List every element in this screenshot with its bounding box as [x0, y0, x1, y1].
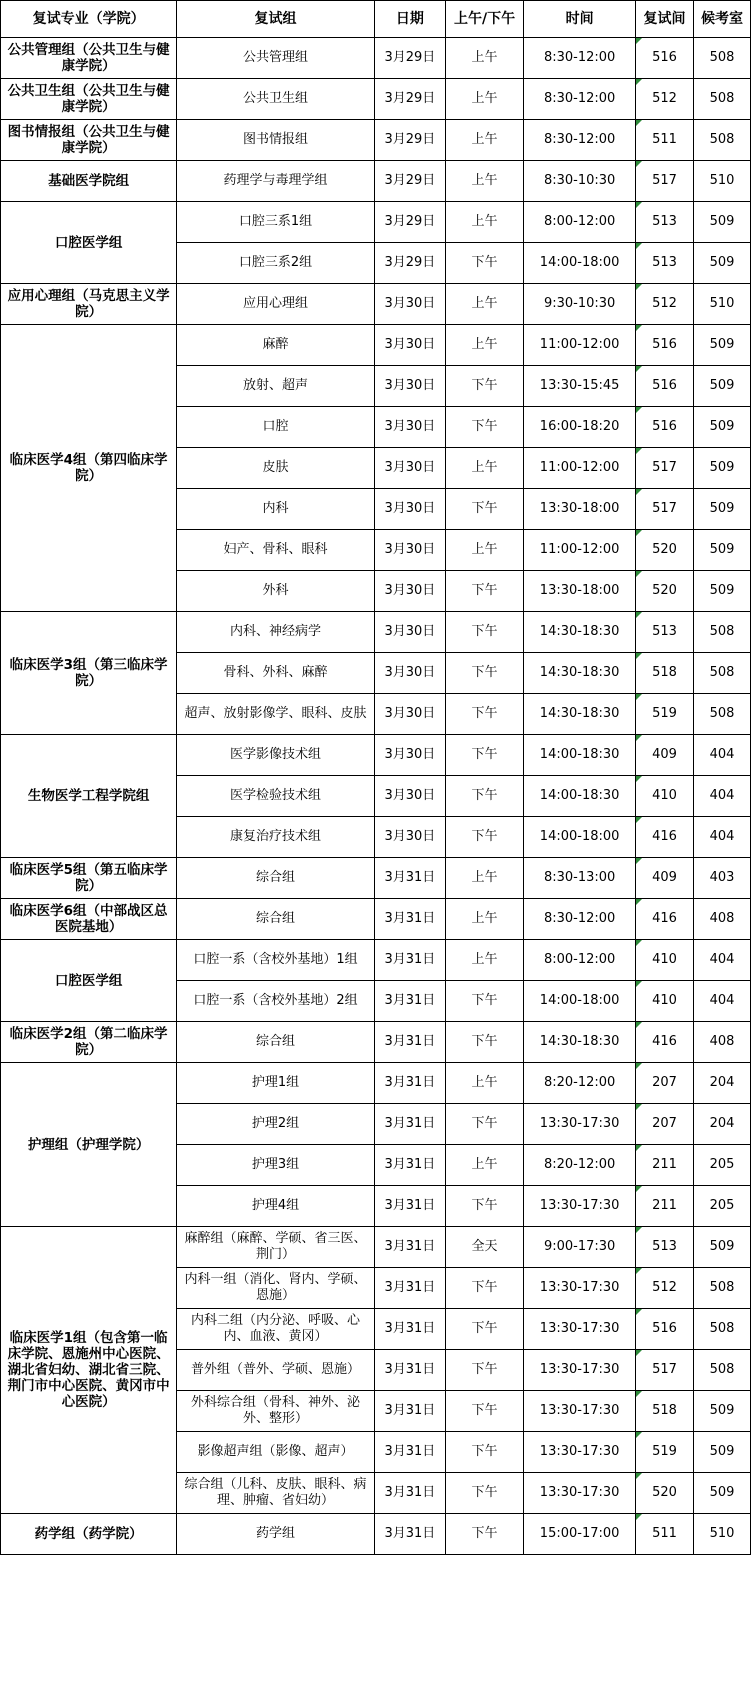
room-cell: 512: [635, 79, 693, 120]
ampm-cell: 上午: [445, 448, 523, 489]
ampm-cell: 上午: [445, 940, 523, 981]
waiting-room-cell: 508: [694, 612, 751, 653]
date-cell: 3月31日: [374, 1473, 445, 1514]
major-cell: 公共管理组（公共卫生与健康学院）: [1, 38, 177, 79]
waiting-room-cell: 509: [694, 571, 751, 612]
major-cell: 临床医学5组（第五临床学院）: [1, 858, 177, 899]
table-row: [1, 120, 751, 161]
waiting-room-cell: 508: [694, 653, 751, 694]
major-cell: 口腔医学组: [1, 202, 177, 284]
date-cell: 3月30日: [374, 776, 445, 817]
group-cell: 放射、超声: [177, 366, 375, 407]
group-cell: 妇产、骨科、眼科: [177, 530, 375, 571]
date-cell: 3月29日: [374, 243, 445, 284]
ampm-cell: 上午: [445, 284, 523, 325]
time-cell: 14:30-18:30: [524, 653, 636, 694]
group-cell: 康复治疗技术组: [177, 817, 375, 858]
room-cell: 517: [635, 448, 693, 489]
ampm-cell: 下午: [445, 1309, 523, 1350]
waiting-room-cell: 508: [694, 1268, 751, 1309]
table-row: [1, 161, 751, 202]
waiting-room-cell: 508: [694, 694, 751, 735]
group-cell: 护理4组: [177, 1186, 375, 1227]
group-cell: 综合组（儿科、皮肤、眼科、病理、肿瘤、省妇幼）: [177, 1473, 375, 1514]
major-cell: 临床医学2组（第二临床学院）: [1, 1022, 177, 1063]
group-cell: 医学影像技术组: [177, 735, 375, 776]
group-cell: 护理2组: [177, 1104, 375, 1145]
group-cell: 口腔一系（含校外基地）1组: [177, 940, 375, 981]
date-cell: 3月30日: [374, 817, 445, 858]
header-waiting-room: 候考室: [694, 1, 751, 38]
ampm-cell: 上午: [445, 1063, 523, 1104]
room-cell: 416: [635, 817, 693, 858]
group-cell: 口腔三系1组: [177, 202, 375, 243]
ampm-cell: 上午: [445, 325, 523, 366]
ampm-cell: 下午: [445, 1473, 523, 1514]
ampm-cell: 上午: [445, 38, 523, 79]
ampm-cell: 下午: [445, 1391, 523, 1432]
room-cell: 410: [635, 776, 693, 817]
ampm-cell: 上午: [445, 202, 523, 243]
room-cell: 511: [635, 1514, 693, 1555]
major-cell: 临床医学3组（第三临床学院）: [1, 612, 177, 735]
waiting-room-cell: 508: [694, 79, 751, 120]
waiting-room-cell: 509: [694, 1473, 751, 1514]
ampm-cell: 上午: [445, 899, 523, 940]
date-cell: 3月30日: [374, 325, 445, 366]
date-cell: 3月30日: [374, 284, 445, 325]
date-cell: 3月30日: [374, 571, 445, 612]
room-cell: 516: [635, 407, 693, 448]
date-cell: 3月31日: [374, 1268, 445, 1309]
room-cell: 513: [635, 612, 693, 653]
ampm-cell: 下午: [445, 366, 523, 407]
table-row: [1, 202, 751, 243]
date-cell: 3月30日: [374, 735, 445, 776]
date-cell: 3月29日: [374, 79, 445, 120]
date-cell: 3月31日: [374, 981, 445, 1022]
waiting-room-cell: 404: [694, 776, 751, 817]
ampm-cell: 下午: [445, 817, 523, 858]
room-cell: 516: [635, 366, 693, 407]
group-cell: 护理3组: [177, 1145, 375, 1186]
waiting-room-cell: 510: [694, 1514, 751, 1555]
waiting-room-cell: 509: [694, 366, 751, 407]
time-cell: 13:30-17:30: [524, 1391, 636, 1432]
waiting-room-cell: 205: [694, 1145, 751, 1186]
time-cell: 14:30-18:30: [524, 694, 636, 735]
waiting-room-cell: 408: [694, 1022, 751, 1063]
date-cell: 3月31日: [374, 1350, 445, 1391]
waiting-room-cell: 509: [694, 1227, 751, 1268]
table-row: [1, 1227, 751, 1268]
time-cell: 13:30-17:30: [524, 1268, 636, 1309]
waiting-room-cell: 204: [694, 1104, 751, 1145]
group-cell: 口腔: [177, 407, 375, 448]
waiting-room-cell: 509: [694, 243, 751, 284]
group-cell: 护理1组: [177, 1063, 375, 1104]
waiting-room-cell: 509: [694, 530, 751, 571]
time-cell: 13:30-17:30: [524, 1432, 636, 1473]
major-cell: 临床医学1组（包含第一临床学院、恩施州中心医院、湖北省妇幼、湖北省三院、荆门市中心医院、黄冈市中心医院）: [1, 1227, 177, 1514]
time-cell: 11:00-12:00: [524, 325, 636, 366]
time-cell: 8:00-12:00: [524, 202, 636, 243]
group-cell: 综合组: [177, 1022, 375, 1063]
time-cell: 8:30-12:00: [524, 899, 636, 940]
schedule-body: [1, 38, 751, 1555]
date-cell: 3月30日: [374, 694, 445, 735]
table-row: [1, 899, 751, 940]
date-cell: 3月31日: [374, 899, 445, 940]
ampm-cell: 下午: [445, 735, 523, 776]
room-cell: 207: [635, 1063, 693, 1104]
waiting-room-cell: 510: [694, 284, 751, 325]
waiting-room-cell: 404: [694, 981, 751, 1022]
group-cell: 皮肤: [177, 448, 375, 489]
time-cell: 13:30-18:00: [524, 489, 636, 530]
room-cell: 518: [635, 653, 693, 694]
date-cell: 3月30日: [374, 407, 445, 448]
date-cell: 3月31日: [374, 1391, 445, 1432]
group-cell: 综合组: [177, 899, 375, 940]
room-cell: 513: [635, 1227, 693, 1268]
time-cell: 8:30-12:00: [524, 79, 636, 120]
waiting-room-cell: 508: [694, 1350, 751, 1391]
time-cell: 15:00-17:00: [524, 1514, 636, 1555]
group-cell: 内科二组（内分泌、呼吸、心内、血液、黄冈）: [177, 1309, 375, 1350]
ampm-cell: 下午: [445, 694, 523, 735]
ampm-cell: 下午: [445, 1268, 523, 1309]
room-cell: 520: [635, 530, 693, 571]
room-cell: 410: [635, 940, 693, 981]
time-cell: 13:30-15:45: [524, 366, 636, 407]
date-cell: 3月31日: [374, 1063, 445, 1104]
time-cell: 11:00-12:00: [524, 530, 636, 571]
table-row: [1, 1514, 751, 1555]
date-cell: 3月30日: [374, 530, 445, 571]
table-row: [1, 612, 751, 653]
waiting-room-cell: 508: [694, 1309, 751, 1350]
time-cell: 8:30-12:00: [524, 120, 636, 161]
time-cell: 13:30-17:30: [524, 1473, 636, 1514]
group-cell: 内科: [177, 489, 375, 530]
group-cell: 麻醉组（麻醉、学硕、省三医、荆门）: [177, 1227, 375, 1268]
date-cell: 3月31日: [374, 1186, 445, 1227]
room-cell: 409: [635, 858, 693, 899]
major-cell: 图书情报组（公共卫生与健康学院）: [1, 120, 177, 161]
header-date: 日期: [374, 1, 445, 38]
group-cell: 药理学与毒理学组: [177, 161, 375, 202]
waiting-room-cell: 205: [694, 1186, 751, 1227]
room-cell: 517: [635, 161, 693, 202]
group-cell: 应用心理组: [177, 284, 375, 325]
table-row: [1, 38, 751, 79]
group-cell: 药学组: [177, 1514, 375, 1555]
major-cell: 临床医学4组（第四临床学院）: [1, 325, 177, 612]
table-row: [1, 1022, 751, 1063]
header-room: 复试间: [635, 1, 693, 38]
table-row: [1, 79, 751, 120]
ampm-cell: 下午: [445, 243, 523, 284]
date-cell: 3月30日: [374, 448, 445, 489]
table-row: [1, 940, 751, 981]
ampm-cell: 下午: [445, 653, 523, 694]
ampm-cell: 全天: [445, 1227, 523, 1268]
room-cell: 517: [635, 1350, 693, 1391]
table-row: [1, 858, 751, 899]
date-cell: 3月31日: [374, 1309, 445, 1350]
date-cell: 3月29日: [374, 120, 445, 161]
waiting-room-cell: 204: [694, 1063, 751, 1104]
time-cell: 11:00-12:00: [524, 448, 636, 489]
waiting-room-cell: 509: [694, 1432, 751, 1473]
waiting-room-cell: 404: [694, 940, 751, 981]
ampm-cell: 上午: [445, 1145, 523, 1186]
major-cell: 基础医学院组: [1, 161, 177, 202]
major-cell: 临床医学6组（中部战区总医院基地）: [1, 899, 177, 940]
date-cell: 3月30日: [374, 489, 445, 530]
group-cell: 内科一组（消化、肾内、学硕、恩施）: [177, 1268, 375, 1309]
header-ampm: 上午/下午: [445, 1, 523, 38]
ampm-cell: 下午: [445, 1104, 523, 1145]
time-cell: 14:00-18:30: [524, 776, 636, 817]
group-cell: 普外组（普外、学硕、恩施）: [177, 1350, 375, 1391]
date-cell: 3月31日: [374, 1145, 445, 1186]
ampm-cell: 下午: [445, 1514, 523, 1555]
ampm-cell: 下午: [445, 1432, 523, 1473]
room-cell: 513: [635, 202, 693, 243]
group-cell: 口腔一系（含校外基地）2组: [177, 981, 375, 1022]
room-cell: 207: [635, 1104, 693, 1145]
ampm-cell: 下午: [445, 571, 523, 612]
time-cell: 14:00-18:00: [524, 817, 636, 858]
group-cell: 内科、神经病学: [177, 612, 375, 653]
header-row: [1, 1, 751, 38]
time-cell: 13:30-17:30: [524, 1104, 636, 1145]
date-cell: 3月29日: [374, 202, 445, 243]
major-cell: 公共卫生组（公共卫生与健康学院）: [1, 79, 177, 120]
date-cell: 3月31日: [374, 1514, 445, 1555]
time-cell: 8:30-10:30: [524, 161, 636, 202]
waiting-room-cell: 404: [694, 735, 751, 776]
waiting-room-cell: 408: [694, 899, 751, 940]
major-cell: 口腔医学组: [1, 940, 177, 1022]
group-cell: 公共卫生组: [177, 79, 375, 120]
waiting-room-cell: 509: [694, 1391, 751, 1432]
ampm-cell: 下午: [445, 407, 523, 448]
room-cell: 519: [635, 694, 693, 735]
ampm-cell: 上午: [445, 530, 523, 571]
group-cell: 骨科、外科、麻醉: [177, 653, 375, 694]
room-cell: 516: [635, 325, 693, 366]
waiting-room-cell: 508: [694, 38, 751, 79]
group-cell: 口腔三系2组: [177, 243, 375, 284]
room-cell: 211: [635, 1186, 693, 1227]
waiting-room-cell: 403: [694, 858, 751, 899]
room-cell: 511: [635, 120, 693, 161]
header-group: 复试组: [177, 1, 375, 38]
waiting-room-cell: 510: [694, 161, 751, 202]
time-cell: 8:00-12:00: [524, 940, 636, 981]
table-row: [1, 735, 751, 776]
date-cell: 3月31日: [374, 940, 445, 981]
time-cell: 13:30-17:30: [524, 1350, 636, 1391]
room-cell: 520: [635, 571, 693, 612]
room-cell: 518: [635, 1391, 693, 1432]
waiting-room-cell: 404: [694, 817, 751, 858]
date-cell: 3月29日: [374, 38, 445, 79]
ampm-cell: 下午: [445, 1186, 523, 1227]
ampm-cell: 上午: [445, 79, 523, 120]
ampm-cell: 下午: [445, 1350, 523, 1391]
waiting-room-cell: 509: [694, 202, 751, 243]
group-cell: 公共管理组: [177, 38, 375, 79]
room-cell: 513: [635, 243, 693, 284]
ampm-cell: 上午: [445, 858, 523, 899]
time-cell: 13:30-17:30: [524, 1186, 636, 1227]
ampm-cell: 上午: [445, 120, 523, 161]
ampm-cell: 下午: [445, 981, 523, 1022]
room-cell: 410: [635, 981, 693, 1022]
date-cell: 3月31日: [374, 1227, 445, 1268]
date-cell: 3月31日: [374, 1022, 445, 1063]
time-cell: 14:00-18:30: [524, 735, 636, 776]
room-cell: 516: [635, 38, 693, 79]
group-cell: 外科综合组（骨科、神外、泌外、整形）: [177, 1391, 375, 1432]
time-cell: 16:00-18:20: [524, 407, 636, 448]
room-cell: 517: [635, 489, 693, 530]
ampm-cell: 下午: [445, 776, 523, 817]
waiting-room-cell: 509: [694, 489, 751, 530]
major-cell: 应用心理组（马克思主义学院）: [1, 284, 177, 325]
group-cell: 医学检验技术组: [177, 776, 375, 817]
room-cell: 519: [635, 1432, 693, 1473]
date-cell: 3月29日: [374, 161, 445, 202]
group-cell: 麻醉: [177, 325, 375, 366]
time-cell: 8:30-13:00: [524, 858, 636, 899]
date-cell: 3月31日: [374, 1104, 445, 1145]
time-cell: 13:30-18:00: [524, 571, 636, 612]
group-cell: 图书情报组: [177, 120, 375, 161]
time-cell: 14:00-18:00: [524, 243, 636, 284]
header-major: 复试专业（学院）: [1, 1, 177, 38]
major-cell: 生物医学工程学院组: [1, 735, 177, 858]
time-cell: 8:20-12:00: [524, 1145, 636, 1186]
time-cell: 14:30-18:30: [524, 612, 636, 653]
ampm-cell: 下午: [445, 489, 523, 530]
group-cell: 外科: [177, 571, 375, 612]
waiting-room-cell: 509: [694, 448, 751, 489]
table-row: [1, 284, 751, 325]
room-cell: 520: [635, 1473, 693, 1514]
date-cell: 3月31日: [374, 1432, 445, 1473]
table-row: [1, 325, 751, 366]
date-cell: 3月30日: [374, 366, 445, 407]
date-cell: 3月30日: [374, 653, 445, 694]
ampm-cell: 上午: [445, 161, 523, 202]
room-cell: 409: [635, 735, 693, 776]
time-cell: 13:30-17:30: [524, 1309, 636, 1350]
date-cell: 3月31日: [374, 858, 445, 899]
room-cell: 512: [635, 284, 693, 325]
waiting-room-cell: 509: [694, 407, 751, 448]
group-cell: 综合组: [177, 858, 375, 899]
waiting-room-cell: 509: [694, 325, 751, 366]
table-row: [1, 1063, 751, 1104]
group-cell: 影像超声组（影像、超声）: [177, 1432, 375, 1473]
time-cell: 9:30-10:30: [524, 284, 636, 325]
time-cell: 9:00-17:30: [524, 1227, 636, 1268]
ampm-cell: 下午: [445, 1022, 523, 1063]
group-cell: 超声、放射影像学、眼科、皮肤: [177, 694, 375, 735]
waiting-room-cell: 508: [694, 120, 751, 161]
major-cell: 护理组（护理学院）: [1, 1063, 177, 1227]
header-time: 时间: [524, 1, 636, 38]
ampm-cell: 下午: [445, 612, 523, 653]
room-cell: 416: [635, 1022, 693, 1063]
room-cell: 416: [635, 899, 693, 940]
major-cell: 药学组（药学院）: [1, 1514, 177, 1555]
room-cell: 512: [635, 1268, 693, 1309]
time-cell: 14:00-18:00: [524, 981, 636, 1022]
time-cell: 8:20-12:00: [524, 1063, 636, 1104]
room-cell: 516: [635, 1309, 693, 1350]
room-cell: 211: [635, 1145, 693, 1186]
date-cell: 3月30日: [374, 612, 445, 653]
time-cell: 8:30-12:00: [524, 38, 636, 79]
time-cell: 14:30-18:30: [524, 1022, 636, 1063]
